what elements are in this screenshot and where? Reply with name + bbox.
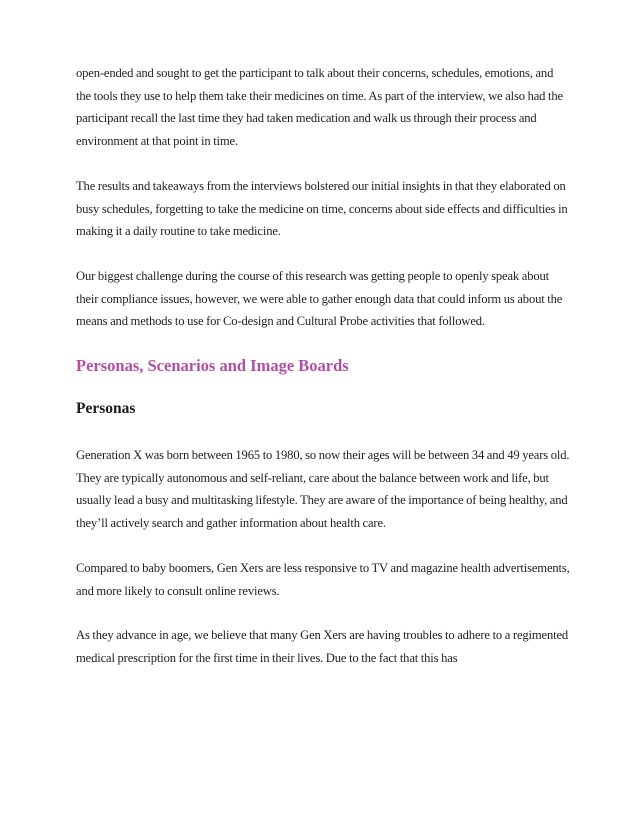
subsection-heading: Personas: [76, 400, 136, 418]
paragraph-advance-in-age: As they advance in age, we believe that many Gen Xers are having troubles to adhere to a regimented medical prescription for the first time in their lives. Due to the fact that this has: [76, 628, 569, 665]
paragraph-results-takeaways: The results and takeaways from the interviews bolstered our initial insights in that they elaborated on busy schedules, forgetting to take the medicine on time, concerns about side effects and difficulties in making it a daily routine to take medicine.: [76, 178, 568, 239]
paragraph-interview-method: open-ended and sought to get the participant to talk about their concerns, schedules, emotions, and the tools they use to help them take their medicines on time. As part of the interview, we also had the participant recall the last time they had taken medication and walk us through their process and environment at that point in time.: [76, 66, 563, 149]
section-heading: Personas, Scenarios and Image Boards: [76, 356, 349, 376]
paragraph-biggest-challenge: Our biggest challenge during the course of this research was getting people to openly speak about their compliance issues, however, we were able to gather enough data that could inform us about the means and methods to use for Co-design and Cultural Probe activities that followed.: [76, 268, 563, 329]
paragraph-generation-x: Generation X was born between 1965 to 1980, so now their ages will be between 34 and 49 years old. They are typically autonomous and self-reliant, care about the balance between work and life, but usually lead a busy and multitasking lifestyle. They are aware of the importance of being healthy, and they’ll actively search and gather information about health care.: [76, 448, 570, 531]
document-page: [76, 62, 570, 670]
paragraph-baby-boomers: Compared to baby boomers, Gen Xers are less responsive to TV and magazine health advertisements, and more likely to consult online reviews.: [76, 560, 570, 598]
